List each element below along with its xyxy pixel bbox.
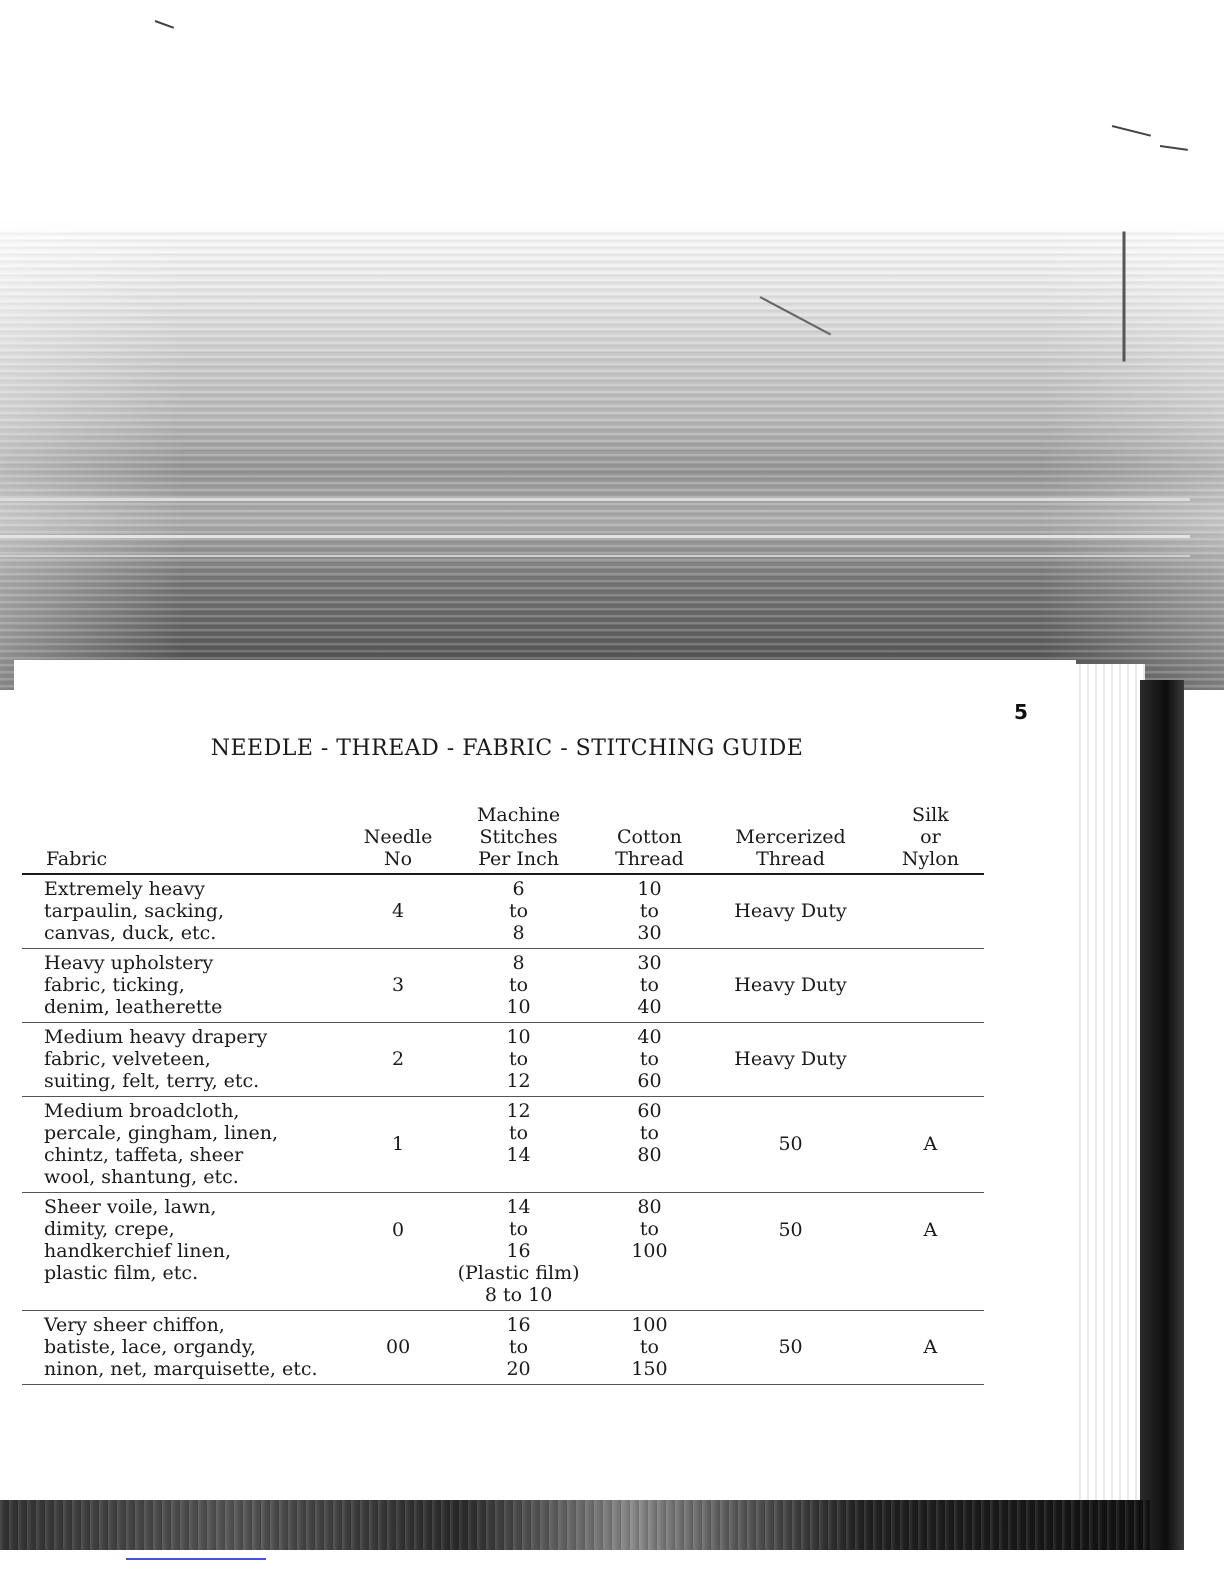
header-mercerized: Mercerized Thread — [704, 804, 876, 874]
mercerized-cell: Heavy Duty — [704, 949, 876, 1023]
table-row — [22, 1193, 984, 1311]
header-stitches: Machine Stitches Per Inch — [443, 804, 595, 874]
silk-cell: A — [877, 1097, 984, 1193]
scan-bottom-strip — [0, 1500, 1150, 1550]
table-row — [22, 1023, 984, 1097]
table-header-row — [22, 804, 984, 874]
stitches-cell: 8 to 10 — [443, 949, 595, 1023]
page-title: NEEDLE - THREAD - FABRIC - STITCHING GUIDE — [210, 736, 804, 761]
header-cotton: Cotton Thread — [595, 804, 705, 874]
mercerized-cell: 50 — [704, 1311, 876, 1385]
stitches-cell: 10 to 12 — [443, 1023, 595, 1097]
mercerized-cell: Heavy Duty — [704, 874, 876, 949]
needle-cell: 2 — [354, 1023, 443, 1097]
cotton-cell: 40 to 60 — [595, 1023, 705, 1097]
cotton-cell: 60 to 80 — [595, 1097, 705, 1193]
fabric-cell: Extremely heavy tarpaulin, sacking, canvas, duck, etc. — [22, 874, 354, 949]
table-row — [22, 1311, 984, 1385]
cotton-cell: 10 to 30 — [595, 874, 705, 949]
stitches-cell: 16 to 20 — [443, 1311, 595, 1385]
book-spine-edge — [1140, 680, 1184, 1550]
fabric-cell: Heavy upholstery fabric, ticking, denim, leatherette — [22, 949, 354, 1023]
silk-cell — [877, 874, 984, 949]
stitches-cell: 12 to 14 — [443, 1097, 595, 1193]
silk-cell: A — [877, 1311, 984, 1385]
scan-background — [0, 0, 1224, 690]
mercerized-cell: Heavy Duty — [704, 1023, 876, 1097]
mercerized-cell: 50 — [704, 1193, 876, 1311]
needle-cell: 4 — [354, 874, 443, 949]
stitching-guide-table — [22, 804, 984, 1385]
silk-cell: A — [877, 1193, 984, 1311]
fabric-cell: Very sheer chiffon, batiste, lace, organdy, ninon, net, marquisette, etc. — [22, 1311, 354, 1385]
header-fabric: Fabric — [22, 804, 354, 874]
scan-streak — [0, 498, 1190, 501]
silk-cell — [877, 1023, 984, 1097]
needle-cell: 1 — [354, 1097, 443, 1193]
table-row — [22, 874, 984, 949]
scan-streak — [0, 535, 1190, 538]
scan-streak — [0, 555, 1190, 557]
needle-cell: 00 — [354, 1311, 443, 1385]
fabric-cell: Medium heavy drapery fabric, velveteen, suiting, felt, terry, etc. — [22, 1023, 354, 1097]
silk-cell — [877, 949, 984, 1023]
fabric-cell: Sheer voile, lawn, dimity, crepe, handkerchief linen, plastic film, etc. — [22, 1193, 354, 1311]
cotton-cell: 100 to 150 — [595, 1311, 705, 1385]
page-number: 5 — [1014, 700, 1028, 724]
header-silk: Silk or Nylon — [877, 804, 984, 874]
table-row — [22, 949, 984, 1023]
page-stack-edge — [1072, 664, 1145, 1544]
table-row — [22, 1097, 984, 1193]
stitches-cell: 14 to 16 (Plastic film) 8 to 10 — [443, 1193, 595, 1311]
cotton-cell: 30 to 40 — [595, 949, 705, 1023]
fabric-cell: Medium broadcloth, percale, gingham, linen, chintz, taffeta, sheer wool, shantung, etc. — [22, 1097, 354, 1193]
stitches-cell: 6 to 8 — [443, 874, 595, 949]
header-needle: Needle No — [354, 804, 443, 874]
mercerized-cell: 50 — [704, 1097, 876, 1193]
scan-mark — [1123, 232, 1126, 362]
bottom-underline — [126, 1558, 266, 1560]
needle-cell: 0 — [354, 1193, 443, 1311]
needle-cell: 3 — [354, 949, 443, 1023]
cotton-cell: 80 to 100 — [595, 1193, 705, 1311]
